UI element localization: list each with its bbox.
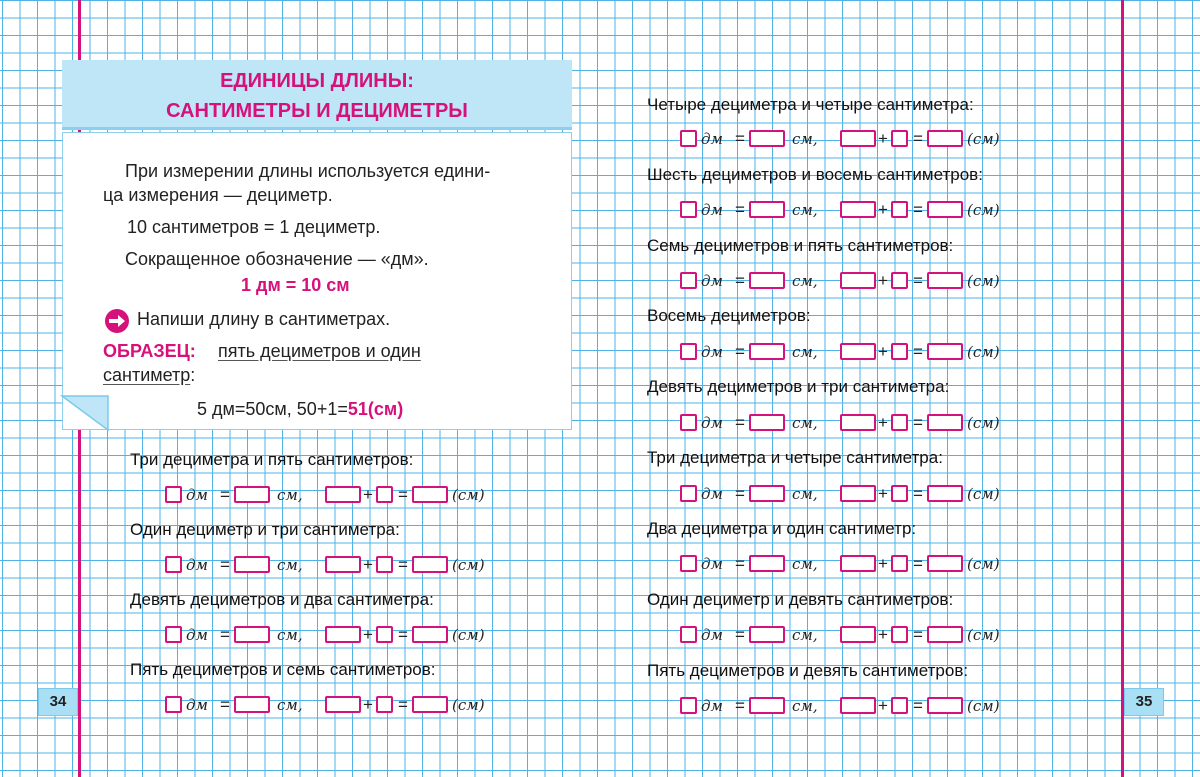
- result-input-box[interactable]: [412, 556, 448, 573]
- equals-sign: =: [735, 484, 745, 503]
- result-input-box[interactable]: [927, 485, 963, 502]
- unit-sm-result-label: (см): [452, 626, 485, 644]
- sample-calc: 5 дм=50см, 50+1=: [197, 399, 348, 419]
- sm-input-box[interactable]: [234, 696, 270, 713]
- result-input-box[interactable]: [927, 555, 963, 572]
- unit-dm-label: дм: [186, 556, 208, 574]
- dm-input-box[interactable]: [680, 555, 697, 572]
- addend-input-box[interactable]: [325, 696, 361, 713]
- equals-sign: =: [913, 554, 923, 573]
- task-left-3: Девять дециметров и два сантиметра:: [130, 590, 434, 609]
- unit-sm-label: см,: [277, 696, 303, 714]
- sample-calc-wrap: [197, 399, 403, 420]
- addend-input-box[interactable]: [840, 343, 876, 360]
- equals-sign: =: [735, 200, 745, 219]
- equals-sign: =: [735, 696, 745, 715]
- plus-sign: +: [363, 485, 373, 504]
- addend-input-box[interactable]: [840, 485, 876, 502]
- unit-dm-label: дм: [701, 201, 723, 219]
- result-input-box[interactable]: [927, 201, 963, 218]
- task-right-6: Три дециметра и четыре сантиметра:: [647, 448, 943, 467]
- sample-label: ОБРАЗЕЦ:: [103, 341, 196, 361]
- equals-sign: =: [735, 554, 745, 573]
- addend-input-box[interactable]: [840, 130, 876, 147]
- task-right-3: Семь дециметров и пять сантиметров:: [647, 236, 954, 255]
- equals-sign: =: [735, 342, 745, 361]
- plus-sign: +: [878, 484, 888, 503]
- equals-sign: =: [913, 696, 923, 715]
- sm-input-box[interactable]: [234, 626, 270, 643]
- addend-input-box[interactable]: [325, 486, 361, 503]
- folded-corner-icon: [60, 394, 110, 434]
- unit-dm-label: дм: [701, 343, 723, 361]
- equals-sign: =: [913, 625, 923, 644]
- unit-sm-result-label: (см): [452, 556, 485, 574]
- result-input-box[interactable]: [412, 626, 448, 643]
- page-number-right: 35: [1124, 688, 1164, 716]
- unit-sm-result-label: (см): [967, 555, 1000, 573]
- dm-input-box[interactable]: [680, 414, 697, 431]
- task-right-1: Четыре дециметра и четыре сантиметра:: [647, 95, 974, 114]
- equals-sign: =: [398, 625, 408, 644]
- dm-input-box[interactable]: [680, 130, 697, 147]
- unit-sm-result-label: (см): [967, 485, 1000, 503]
- units-input-box[interactable]: [376, 696, 393, 713]
- task-left-2: Один дециметр и три сантиметра:: [130, 520, 400, 539]
- units-input-box[interactable]: [376, 556, 393, 573]
- sample-text-2-wrap: [103, 365, 195, 386]
- sm-input-box[interactable]: [749, 626, 785, 643]
- addend-input-box[interactable]: [840, 555, 876, 572]
- unit-dm-label: дм: [186, 626, 208, 644]
- sm-input-box[interactable]: [234, 556, 270, 573]
- sm-input-box[interactable]: [749, 485, 785, 502]
- plus-sign: +: [878, 342, 888, 361]
- sample-text-2: сантиметр: [103, 365, 191, 385]
- rule-formula: 1 дм = 10 см: [241, 275, 350, 295]
- result-input-box[interactable]: [412, 696, 448, 713]
- dm-input-box[interactable]: [165, 626, 182, 643]
- addend-input-box[interactable]: [840, 414, 876, 431]
- equals-sign: =: [735, 625, 745, 644]
- equals-sign: =: [735, 129, 745, 148]
- unit-sm-result-label: (см): [452, 486, 485, 504]
- dm-input-box[interactable]: [165, 556, 182, 573]
- rule-box: [62, 132, 572, 430]
- dm-input-box[interactable]: [165, 696, 182, 713]
- addend-input-box[interactable]: [840, 697, 876, 714]
- equals-sign: =: [398, 695, 408, 714]
- equals-sign: =: [398, 555, 408, 574]
- unit-dm-label: дм: [701, 485, 723, 503]
- dm-input-box[interactable]: [680, 626, 697, 643]
- dm-input-box[interactable]: [680, 485, 697, 502]
- equals-sign: =: [913, 200, 923, 219]
- plus-sign: +: [878, 625, 888, 644]
- units-input-box[interactable]: [891, 201, 908, 218]
- sm-input-box[interactable]: [749, 130, 785, 147]
- unit-sm-result-label: (см): [967, 343, 1000, 361]
- plus-sign: +: [363, 555, 373, 574]
- plus-sign: +: [363, 695, 373, 714]
- plus-sign: +: [878, 696, 888, 715]
- rule-line-3: 10 сантиметров = 1 дециметр.: [127, 217, 381, 237]
- unit-sm-result-label: (см): [967, 626, 1000, 644]
- task-left-1: Три дециметра и пять сантиметров:: [130, 450, 414, 469]
- sm-input-box[interactable]: [234, 486, 270, 503]
- unit-dm-label: дм: [701, 272, 723, 290]
- equals-sign: =: [735, 413, 745, 432]
- unit-sm-label: см,: [792, 272, 818, 290]
- plus-sign: +: [878, 129, 888, 148]
- unit-sm-label: см,: [792, 414, 818, 432]
- plus-sign: +: [878, 200, 888, 219]
- units-input-box[interactable]: [891, 414, 908, 431]
- plus-sign: +: [878, 554, 888, 573]
- result-input-box[interactable]: [927, 626, 963, 643]
- units-input-box[interactable]: [891, 697, 908, 714]
- rule-line-1: При измерении длины используется едини-: [125, 161, 491, 181]
- equals-sign: =: [220, 485, 230, 504]
- equals-sign: =: [220, 555, 230, 574]
- unit-dm-label: дм: [701, 555, 723, 573]
- task-right-8: Один дециметр и девять сантиметров:: [647, 590, 954, 609]
- unit-sm-result-label: (см): [967, 272, 1000, 290]
- pink-arrow-icon: [105, 309, 129, 333]
- units-input-box[interactable]: [891, 130, 908, 147]
- unit-sm-label: см,: [792, 343, 818, 361]
- task-right-2: Шесть дециметров и восемь сантиметров:: [647, 165, 983, 184]
- sm-input-box[interactable]: [749, 272, 785, 289]
- unit-sm-label: см,: [277, 486, 303, 504]
- addend-input-box[interactable]: [840, 626, 876, 643]
- plus-sign: +: [363, 625, 373, 644]
- result-input-box[interactable]: [412, 486, 448, 503]
- lesson-title-line2: САНТИМЕТРЫ И ДЕЦИМЕТРЫ: [166, 100, 468, 122]
- task-right-7: Два дециметра и один сантиметр:: [647, 519, 917, 538]
- task-right-5: Девять дециметров и три сантиметра:: [647, 377, 950, 396]
- equals-sign: =: [398, 485, 408, 504]
- sample-text-1: пять дециметров и один: [218, 341, 421, 361]
- sm-input-box[interactable]: [749, 697, 785, 714]
- lesson-title-line1: ЕДИНИЦЫ ДЛИНЫ:: [220, 70, 414, 92]
- addend-input-box[interactable]: [840, 272, 876, 289]
- right-margin-line: [1121, 0, 1124, 777]
- unit-sm-label: см,: [277, 626, 303, 644]
- unit-dm-label: дм: [186, 696, 208, 714]
- units-input-box[interactable]: [376, 486, 393, 503]
- dm-input-box[interactable]: [680, 697, 697, 714]
- units-input-box[interactable]: [891, 626, 908, 643]
- plus-sign: +: [878, 413, 888, 432]
- unit-sm-label: см,: [277, 556, 303, 574]
- equals-sign: =: [913, 271, 923, 290]
- result-input-box[interactable]: [927, 697, 963, 714]
- unit-dm-label: дм: [701, 626, 723, 644]
- unit-dm-label: дм: [186, 486, 208, 504]
- unit-sm-result-label: (см): [967, 697, 1000, 715]
- unit-sm-label: см,: [792, 555, 818, 573]
- result-input-box[interactable]: [927, 130, 963, 147]
- equals-sign: =: [913, 342, 923, 361]
- unit-sm-label: см,: [792, 201, 818, 219]
- task-left-4: Пять дециметров и семь сантиметров:: [130, 660, 436, 679]
- dm-input-box[interactable]: [680, 272, 697, 289]
- rule-line-4: Сокращенное обозначение — «дм».: [125, 249, 429, 269]
- units-input-box[interactable]: [891, 555, 908, 572]
- rule-line-2: ца измерения — дециметр.: [103, 185, 333, 205]
- sm-input-box[interactable]: [749, 555, 785, 572]
- result-input-box[interactable]: [927, 272, 963, 289]
- unit-sm-result-label: (см): [967, 414, 1000, 432]
- plus-sign: +: [878, 271, 888, 290]
- addend-input-box[interactable]: [325, 626, 361, 643]
- equals-sign: =: [913, 129, 923, 148]
- addend-input-box[interactable]: [840, 201, 876, 218]
- task-right-9: Пять дециметров и девять сантиметров:: [647, 661, 969, 680]
- sample-answer: 51(см): [347, 399, 404, 419]
- dm-input-box[interactable]: [165, 486, 182, 503]
- equals-sign: =: [913, 413, 923, 432]
- unit-dm-label: дм: [701, 414, 723, 432]
- instruction-text: Напиши длину в сантиметрах.: [137, 309, 391, 329]
- equals-sign: =: [913, 484, 923, 503]
- sm-input-box[interactable]: [749, 343, 785, 360]
- unit-dm-label: дм: [701, 697, 723, 715]
- unit-sm-result-label: (см): [967, 130, 1000, 148]
- addend-input-box[interactable]: [325, 556, 361, 573]
- sm-input-box[interactable]: [749, 414, 785, 431]
- unit-sm-result-label: (см): [967, 201, 1000, 219]
- equals-sign: =: [220, 625, 230, 644]
- units-input-box[interactable]: [891, 272, 908, 289]
- units-input-box[interactable]: [376, 626, 393, 643]
- unit-sm-label: см,: [792, 130, 818, 148]
- unit-sm-label: см,: [792, 697, 818, 715]
- unit-sm-result-label: (см): [452, 696, 485, 714]
- dm-input-box[interactable]: [680, 343, 697, 360]
- result-input-box[interactable]: [927, 343, 963, 360]
- units-input-box[interactable]: [891, 343, 908, 360]
- task-right-4: Восемь дециметров:: [647, 306, 811, 325]
- result-input-box[interactable]: [927, 414, 963, 431]
- equals-sign: =: [735, 271, 745, 290]
- unit-sm-label: см,: [792, 485, 818, 503]
- unit-dm-label: дм: [701, 130, 723, 148]
- sm-input-box[interactable]: [749, 201, 785, 218]
- units-input-box[interactable]: [891, 485, 908, 502]
- unit-sm-label: см,: [792, 626, 818, 644]
- page-number-left: 34: [38, 688, 78, 716]
- lesson-title: [62, 60, 572, 130]
- sample-colon: :: [190, 365, 196, 385]
- equals-sign: =: [220, 695, 230, 714]
- dm-input-box[interactable]: [680, 201, 697, 218]
